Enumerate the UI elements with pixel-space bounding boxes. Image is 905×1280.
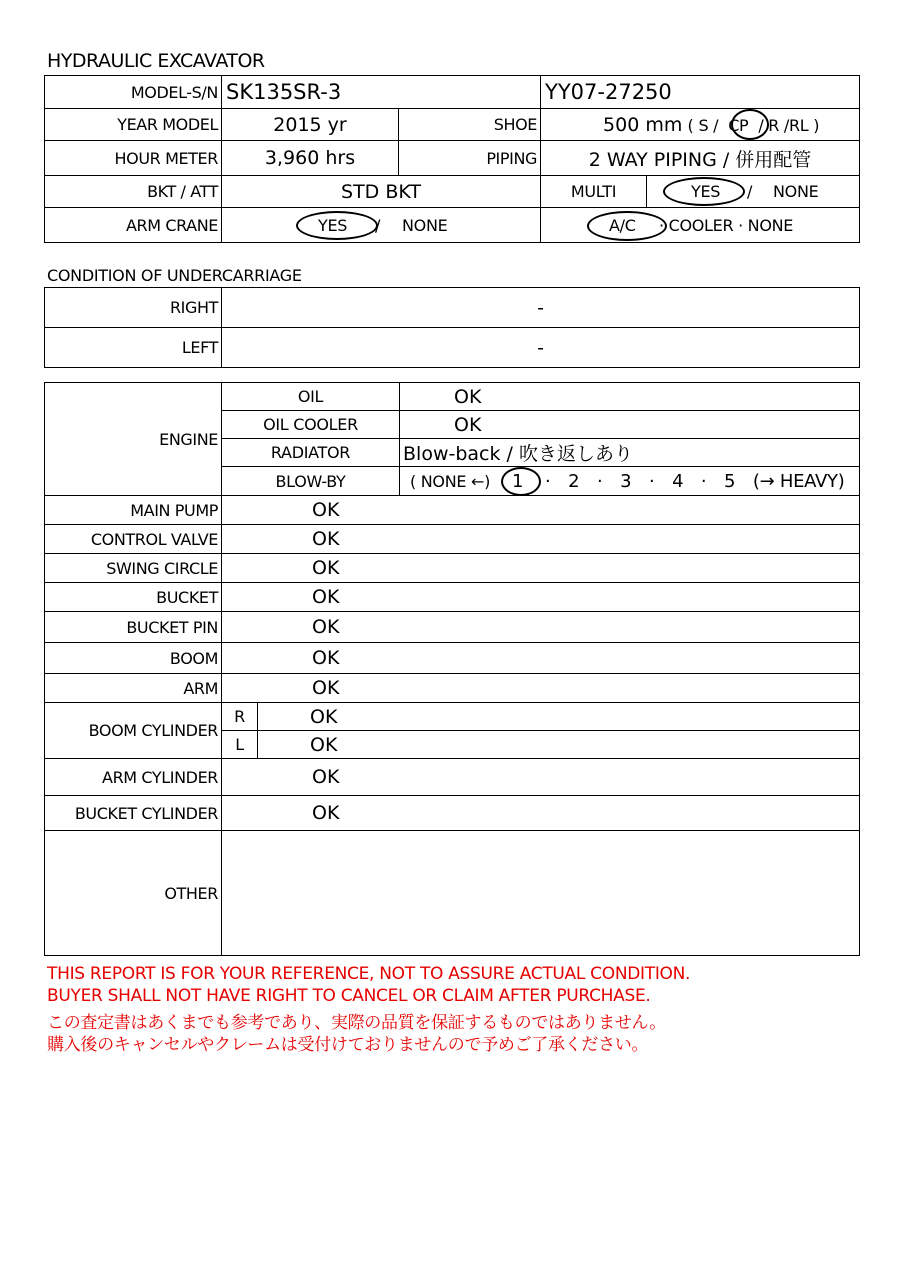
blowby-rest: · 2 · 3 · 4 · 5 (→ HEAVY) (545, 470, 845, 492)
piping-value: 2 WAY PIPING / 併用配管 (541, 141, 860, 176)
multi-none: NONE (773, 181, 819, 201)
main-pump-label: MAIN PUMP (45, 496, 222, 525)
disclaimer-line-1: THIS REPORT IS FOR YOUR REFERENCE, NOT TO ASSURE ACTUAL CONDITION. (47, 964, 691, 984)
ac-circle (587, 211, 667, 241)
control-valve-value: OK (222, 525, 860, 554)
shoe-value: 500 mm (603, 113, 683, 136)
hour-label: HOUR METER (45, 141, 222, 176)
hour-value: 3,960 hrs (222, 141, 399, 176)
bucket-label: BUCKET (45, 583, 222, 612)
shoe-option-rest: / R /RL ) (758, 115, 820, 135)
bucket-pin-value: OK (222, 612, 860, 643)
blowby-1-circle (501, 467, 541, 496)
arm-crane-yes-circle (296, 211, 381, 240)
model-value: SK135SR-3 (222, 76, 541, 109)
boom-value: OK (222, 643, 860, 674)
arm-label: ARM (45, 674, 222, 703)
undercarriage-title: CONDITION OF UNDERCARRIAGE (47, 266, 302, 285)
disclaimer-line-4: 購入後のキャンセルやクレームは受付けておりませんので予めご了承ください。 (47, 1035, 649, 1055)
undercarriage-left-value: - (222, 328, 860, 368)
boom-cylinder-r-value: OK (258, 703, 860, 731)
bucket-cylinder-value: OK (222, 796, 860, 831)
blowby-label: BLOW-BY (222, 467, 400, 496)
page-title: HYDRAULIC EXCAVATOR (47, 50, 265, 72)
bucket-value: OK (222, 583, 860, 612)
other-label: OTHER (45, 831, 222, 956)
shoe-option-s: S / (698, 115, 719, 135)
shoe-label: SHOE (399, 109, 541, 141)
arm-value: OK (222, 674, 860, 703)
arm-cylinder-label: ARM CYLINDER (45, 759, 222, 796)
blowby-cell (400, 467, 860, 496)
oil-cooler-label: OIL COOLER (222, 411, 400, 439)
arm-crane-none: NONE (402, 215, 448, 235)
multi-sep: / (747, 181, 753, 201)
oil-label: OIL (222, 383, 400, 411)
radiator-value: Blow-back / 吹き返しあり (400, 439, 860, 467)
undercarriage-right-value: - (222, 288, 860, 328)
disclaimer-line-3: この査定書はあくまでも参考であり、実際の品質を保証するものではありません。 (47, 1013, 666, 1033)
disclaimer-line-2: BUYER SHALL NOT HAVE RIGHT TO CANCEL OR CLAIM AFTER PURCHASE. (47, 986, 651, 1006)
other-value (222, 831, 860, 956)
boom-cylinder-l-label: L (222, 731, 258, 759)
arm-crane-cell (222, 208, 541, 243)
oil-cooler-value: OK (400, 411, 860, 439)
boom-cylinder-label: BOOM CYLINDER (45, 703, 222, 759)
ac-cell (541, 208, 860, 243)
header-table (44, 75, 860, 243)
radiator-label: RADIATOR (222, 439, 400, 467)
bkt-value: STD BKT (222, 176, 541, 208)
ac-rest: · COOLER · NONE (659, 215, 794, 235)
bucket-pin-label: BUCKET PIN (45, 612, 222, 643)
condition-table (44, 382, 860, 956)
blowby-level-1: 1 (512, 470, 524, 492)
multi-yes-circle (663, 177, 745, 206)
bkt-label: BKT / ATT (45, 176, 222, 208)
main-pump-value: OK (222, 496, 860, 525)
engine-label: ENGINE (45, 383, 222, 496)
multi-yes: YES (691, 181, 721, 201)
arm-cylinder-value: OK (222, 759, 860, 796)
boom-cylinder-r-label: R (222, 703, 258, 731)
shoe-cp-circle (731, 109, 769, 140)
swing-circle-label: SWING CIRCLE (45, 554, 222, 583)
shoe-cell (541, 109, 860, 141)
multi-cell (647, 176, 860, 208)
arm-crane-yes: YES (318, 215, 348, 235)
undercarriage-table (44, 287, 860, 368)
year-label: YEAR MODEL (45, 109, 222, 141)
arm-crane-sep: / (375, 215, 381, 235)
year-value: 2015 yr (222, 109, 399, 141)
arm-crane-label: ARM CRANE (45, 208, 222, 243)
shoe-open: ( (687, 115, 694, 135)
undercarriage-left-label: LEFT (45, 328, 222, 368)
blowby-start: ( NONE ←) (410, 471, 491, 491)
piping-label: PIPING (399, 141, 541, 176)
swing-circle-value: OK (222, 554, 860, 583)
multi-label: MULTI (541, 176, 647, 208)
shoe-option-cp: CP (728, 115, 749, 135)
ac-option: A/C (609, 215, 636, 235)
boom-cylinder-l-value: OK (258, 731, 860, 759)
undercarriage-right-label: RIGHT (45, 288, 222, 328)
control-valve-label: CONTROL VALVE (45, 525, 222, 554)
boom-label: BOOM (45, 643, 222, 674)
model-label: MODEL-S/N (45, 76, 222, 109)
serial-value: YY07-27250 (541, 76, 860, 109)
bucket-cylinder-label: BUCKET CYLINDER (45, 796, 222, 831)
oil-value: OK (400, 383, 860, 411)
